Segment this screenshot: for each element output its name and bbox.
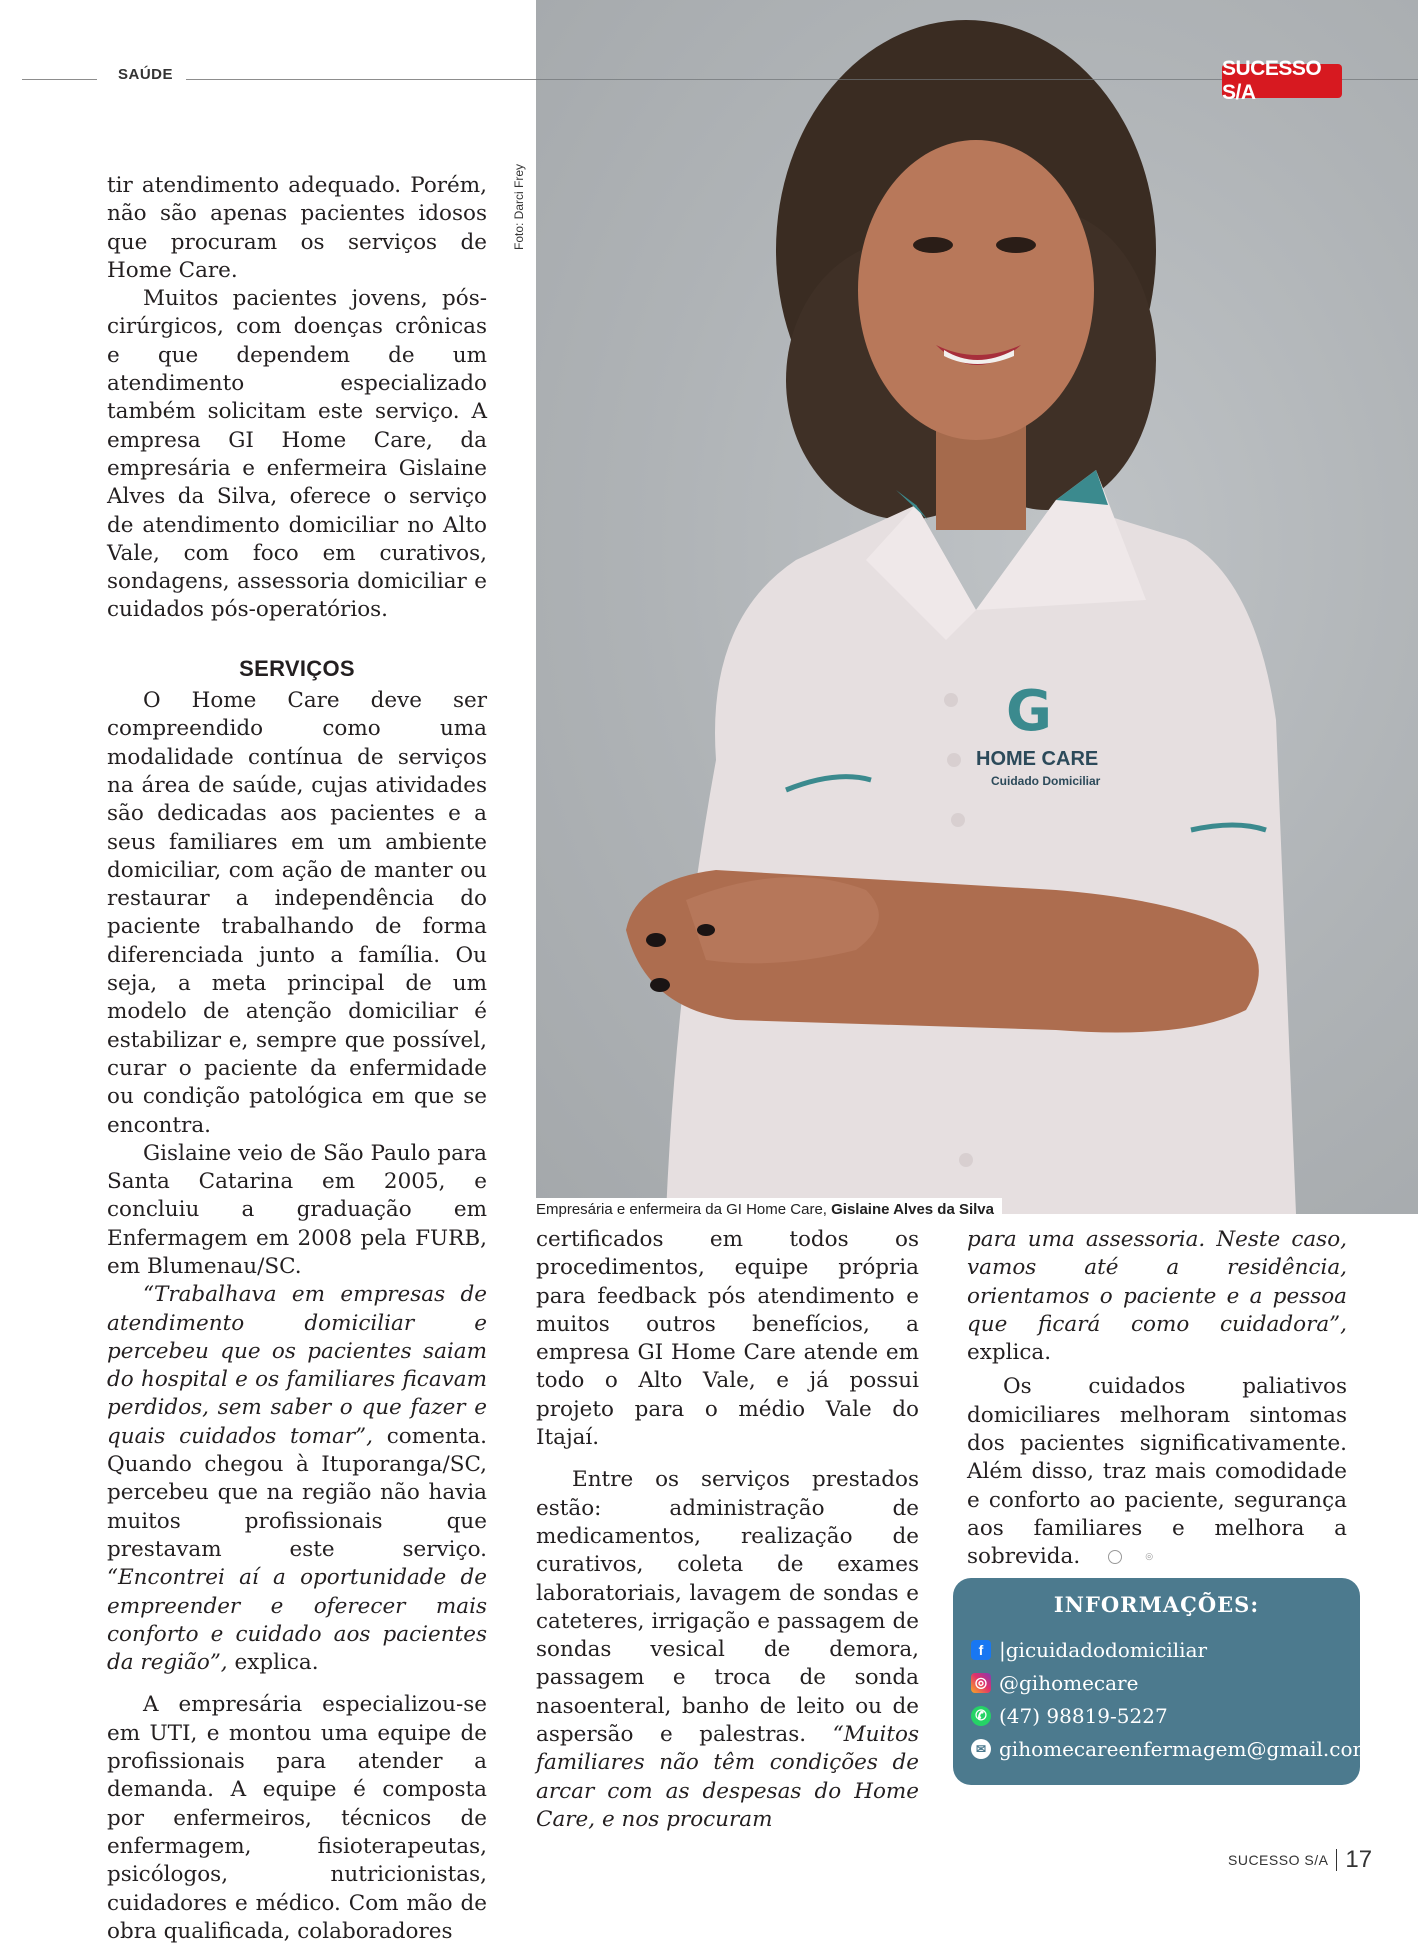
paragraph-text: explica. — [967, 1340, 1052, 1366]
quote: para uma assessoria. Neste caso, vamos até a residência, orientamos o paciente e a pessoa que ficará como cuidadora”, — [967, 1227, 1347, 1337]
paragraph: A empresária especializou-se em UTI, e montou uma equipe de profissionais para atender a demanda. A equipe é composta por enfermeiros, técnicos de enfermagem, fisioterapeutas, psicólogos, nutricionistas, cuidadores e médico. Com mão de obra qualificada, colaboradores — [107, 1692, 487, 1944]
paragraph: O Home Care deve ser compreendido como uma modalidade contínua de serviços na área de saúde, cujas atividades são dedicadas aos pacientes e a seus familiares em um ambiente domiciliar, com ação de manter ou restaurar a independência do paciente trabalhando de forma diferenciada junto a família. Ou seja, a meta principal de um modelo de atenção domiciliar é estabilizar e, sempre que possível, curar o paciente da enfermidade ou condição patológica em que se encontra. — [107, 688, 487, 1138]
email-icon: ✉ — [971, 1739, 991, 1759]
info-title: INFORMAÇÕES: — [1053, 1592, 1260, 1617]
paragraph: Muitos pacientes jovens, pós-cirúrgicos, com doenças crônicas e que dependem de um atendimento especializado também solicitam este serviço. A empresa GI Home Care, da empresária e enfermeira Gislaine Alves da Silva, oferece o serviço de atendimento domiciliar no Alto Vale, com foco em curativos, sondagens, assessoria domiciliar e cuidados pós-operatórios. — [107, 286, 487, 623]
paragraph — [536, 1466, 919, 1834]
page-footer — [1228, 1846, 1372, 1874]
header-rule — [186, 79, 536, 80]
paragraph-text: comenta. Quando chegou à Ituporanga/SC, percebeu que na região não havia muitos profissionais que prestavam este serviço. — [107, 1423, 487, 1562]
article-column-left — [107, 172, 487, 1946]
uniform-logo-subtext: Cuidado Domiciliar — [991, 774, 1101, 788]
paragraph: certificados em todos os procedimentos, equipe própria para feedback pós atendimento e muitos outros benefícios, a empresa GI Home Care atende em todo o Alto Vale, e já possui projeto para o médio Vale do Itajaí. — [536, 1227, 919, 1451]
section-subhead: SERVIÇOS — [239, 655, 355, 681]
info-facebook[interactable] — [971, 1633, 1342, 1666]
paragraph-text: Os cuidados paliativos domiciliares melhoram sintomas dos pacientes significativamente. Além disso, traz mais comodidade e conforto ao paciente, segurança aos familiares e melhora a sobrevida. — [967, 1374, 1347, 1570]
instagram-handle[interactable]: @gihomecare — [999, 1670, 1139, 1695]
info-email[interactable] — [971, 1732, 1372, 1765]
portrait-photo — [536, 0, 1418, 1214]
email-address[interactable]: gihomecareenfermagem@gmail.com — [999, 1736, 1372, 1761]
article-column-middle — [536, 1226, 919, 1834]
facebook-icon: f — [971, 1640, 991, 1660]
paragraph: Gislaine veio de São Paulo para Santa Catarina em 2005, e concluiu a graduação em Enfermagem em 2008 pela FURB, em Blumenau/SC. — [107, 1140, 487, 1279]
caption-name: Gislaine Alves da Silva — [831, 1201, 994, 1218]
article-column-right — [967, 1226, 1347, 1572]
quote: “Muitos familiares não têm condições de arcar com as despesas do Home Care, e nos procuram — [536, 1722, 919, 1832]
paragraph — [967, 1373, 1347, 1571]
paragraph — [107, 1281, 487, 1677]
page-number: 17 — [1345, 1846, 1373, 1873]
photo-credit: Foto: Darci Frey — [512, 163, 526, 250]
brand-logo-text: SUCESSO S/A — [1222, 57, 1322, 104]
quote: “Trabalhava em empresas de atendimento domiciliar e percebeu que os pacientes saiam do hospital e os familiares ficavam perdidos, sem saber o que fazer e quais cuidados tomar”, — [107, 1282, 487, 1449]
instagram-icon: ◎ — [971, 1673, 991, 1693]
whatsapp-number[interactable]: (47) 98819-5227 — [999, 1703, 1168, 1728]
caption-prefix: Empresária e enfermeira da GI Home Care, — [536, 1201, 832, 1218]
quote: “Encontrei aí a oportunidade de empreender e oferecer mais conforto e cuidado aos pacientes da região”, — [107, 1565, 487, 1676]
uniform-logo-text: HOME CARE — [976, 748, 1099, 770]
paragraph-text: explica. — [227, 1650, 319, 1676]
footer-magazine: SUCESSO S/A — [1228, 1852, 1329, 1868]
paragraph: tir atendimento adequado. Porém, não são apenas pacientes idosos que procuram os serviços de Home Care. — [107, 173, 487, 283]
info-instagram[interactable] — [971, 1666, 1342, 1699]
info-whatsapp[interactable] — [971, 1699, 1342, 1732]
section-label: SAÚDE — [118, 66, 174, 83]
whatsapp-icon: ✆ — [971, 1706, 991, 1726]
uniform-logo-icon: G — [1006, 679, 1052, 744]
header-rule-left — [22, 79, 97, 80]
facebook-handle[interactable]: |gicuidadodomiciliar — [999, 1637, 1208, 1662]
paragraph — [967, 1226, 1347, 1367]
end-of-article-icon: ◎ — [1108, 1550, 1122, 1564]
brand-logo — [1222, 57, 1342, 104]
info-box — [953, 1578, 1372, 1785]
portrait-illustration — [536, 0, 1418, 1214]
paragraph-text: Entre os serviços prestados estão: administração de medicamentos, realização de curativos, coleta de exames laboratoriais, lavagem de sondas e cateteres, irrigação e passagem de sondas vesical de demora, passagem e troca de sonda nasoenteral, banho de leito ou de aspersão e palestras. — [536, 1467, 919, 1748]
photo-caption — [536, 1198, 1002, 1222]
footer-separator — [1336, 1849, 1337, 1871]
